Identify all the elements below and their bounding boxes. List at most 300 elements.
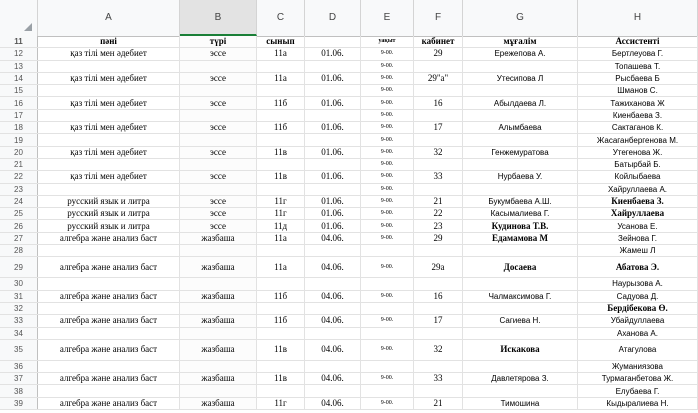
cell-teacher[interactable]: Утесипова Л (463, 73, 578, 84)
cell-room[interactable]: 32 (414, 147, 463, 158)
column-header-a[interactable]: A (38, 0, 180, 36)
cell-time[interactable]: 9-00. (361, 147, 414, 158)
cell-assistant[interactable]: Хайруллаева (578, 208, 698, 219)
table-row (0, 110, 698, 122)
cell-type[interactable]: жазбаша (180, 257, 257, 277)
table-row (0, 245, 698, 257)
header-cell-teacher[interactable]: мұғалім (463, 36, 578, 47)
row-number[interactable]: 15 (0, 85, 38, 96)
cell-date[interactable]: 04.06. (305, 257, 361, 277)
cell-class[interactable] (257, 61, 305, 72)
cell-time[interactable]: 9-00. (361, 73, 414, 84)
cell-assistant[interactable]: Садуова Д. (578, 291, 698, 302)
cell-teacher[interactable]: Чалмаксимова Г. (463, 291, 578, 302)
cell-class[interactable] (257, 110, 305, 121)
cell-date[interactable]: 04.06. (305, 291, 361, 302)
cell-room[interactable] (414, 245, 463, 256)
cell-time[interactable]: 9-00. (361, 340, 414, 360)
cell-subject[interactable] (38, 110, 180, 121)
cell-time[interactable]: 9-00. (361, 196, 414, 207)
cell-class[interactable] (257, 328, 305, 339)
table-row (0, 134, 698, 146)
cell-class[interactable]: 11б (257, 291, 305, 302)
table-row (0, 398, 698, 410)
cell-class[interactable]: 11а (257, 257, 305, 277)
cell-teacher[interactable] (463, 385, 578, 396)
column-header-e[interactable]: E (361, 0, 414, 36)
cell-assistant[interactable]: Батырбай Б. (578, 159, 698, 170)
cell-subject[interactable]: алгебра және анализ баст (38, 233, 180, 244)
header-cell-assistant[interactable]: Ассистенті (578, 36, 698, 47)
cell-teacher[interactable]: Сагиева Н. (463, 315, 578, 326)
row-number[interactable]: 11 (0, 36, 38, 47)
cell-time[interactable]: 9-00. (361, 159, 414, 170)
cell-teacher[interactable] (463, 85, 578, 96)
cell-subject[interactable] (38, 85, 180, 96)
row-number[interactable]: 22 (0, 171, 38, 182)
cell-room[interactable]: 29 (414, 48, 463, 59)
cell-subject[interactable]: алгебра және анализ баст (38, 340, 180, 360)
cell-teacher[interactable] (463, 110, 578, 121)
cell-assistant[interactable]: Жамеш Л (578, 245, 698, 256)
cell-date[interactable]: 04.06. (305, 398, 361, 409)
cell-date[interactable] (305, 110, 361, 121)
cell-subject[interactable]: қаз тілі мен әдебиет (38, 147, 180, 158)
table-row (0, 184, 698, 196)
row-number[interactable]: 31 (0, 291, 38, 302)
cell-teacher[interactable]: Тимошина (463, 398, 578, 409)
column-header-b[interactable]: B (180, 0, 257, 36)
table-row (0, 61, 698, 73)
cell-type[interactable] (180, 159, 257, 170)
cell-assistant[interactable]: Жуманиязова (578, 361, 698, 372)
cell-subject[interactable] (38, 159, 180, 170)
table-row (0, 122, 698, 134)
cell-subject[interactable] (38, 61, 180, 72)
cell-class[interactable] (257, 134, 305, 145)
cell-room[interactable]: 33 (414, 171, 463, 182)
cell-subject[interactable] (38, 328, 180, 339)
cell-subject[interactable]: қаз тілі мен әдебиет (38, 122, 180, 133)
cell-teacher[interactable] (463, 61, 578, 72)
cell-room[interactable] (414, 328, 463, 339)
cell-teacher[interactable] (463, 245, 578, 256)
cell-subject[interactable]: қаз тілі мен әдебиет (38, 171, 180, 182)
row-number[interactable]: 37 (0, 373, 38, 384)
header-cell-date[interactable] (305, 36, 361, 47)
cell-type[interactable]: жазбаша (180, 398, 257, 409)
cell-type[interactable] (180, 303, 257, 314)
row-number[interactable]: 36 (0, 361, 38, 372)
cell-date[interactable]: 04.06. (305, 340, 361, 360)
cell-class[interactable]: 11а (257, 73, 305, 84)
cell-room[interactable]: 17 (414, 122, 463, 133)
row-number[interactable]: 21 (0, 159, 38, 170)
table-row (0, 220, 698, 232)
cell-assistant[interactable]: Койлыбаева (578, 171, 698, 182)
cell-type[interactable]: жазбаша (180, 340, 257, 360)
column-header-c[interactable]: C (257, 0, 305, 36)
cell-room[interactable] (414, 184, 463, 195)
cell-room[interactable]: 32 (414, 340, 463, 360)
column-header-f[interactable]: F (414, 0, 463, 36)
row-number[interactable]: 38 (0, 385, 38, 396)
cell-room[interactable]: 16 (414, 291, 463, 302)
table-row (0, 159, 698, 171)
cell-teacher[interactable]: Касымалиева Г. (463, 208, 578, 219)
cell-assistant[interactable]: Рысбаева Б (578, 73, 698, 84)
cell-date[interactable] (305, 245, 361, 256)
table-row (0, 233, 698, 245)
cell-type[interactable]: эссе (180, 97, 257, 108)
cell-subject[interactable] (38, 278, 180, 289)
cell-teacher[interactable]: Едамамова М (463, 233, 578, 244)
header-cell-subject[interactable]: пәні (38, 36, 180, 47)
cell-assistant[interactable]: Зейнова Г. (578, 233, 698, 244)
cell-class[interactable] (257, 85, 305, 96)
cell-teacher[interactable]: Ережепова А. (463, 48, 578, 59)
cell-date[interactable]: 01.06. (305, 122, 361, 133)
cell-type[interactable]: жазбаша (180, 291, 257, 302)
cell-assistant[interactable]: Хайруллаева А. (578, 184, 698, 195)
cell-assistant[interactable]: Бердібекова Ө. (578, 303, 698, 314)
cell-teacher[interactable]: Искакова (463, 340, 578, 360)
row-number[interactable]: 25 (0, 208, 38, 219)
row-number[interactable]: 32 (0, 303, 38, 314)
cell-class[interactable]: 11б (257, 97, 305, 108)
column-header-bar (0, 0, 698, 37)
row-number[interactable]: 16 (0, 97, 38, 108)
cell-room[interactable] (414, 61, 463, 72)
table-row (0, 385, 698, 397)
cell-class[interactable] (257, 385, 305, 396)
cell-assistant[interactable]: Утегенова Ж. (578, 147, 698, 158)
cell-date[interactable] (305, 385, 361, 396)
row-number[interactable]: 26 (0, 220, 38, 231)
cell-type[interactable]: эссе (180, 48, 257, 59)
cell-subject[interactable]: алгебра және анализ баст (38, 373, 180, 384)
table-row (0, 48, 698, 60)
cell-room[interactable]: 29а (414, 257, 463, 277)
cell-room[interactable]: 29 (414, 233, 463, 244)
select-all-icon (24, 23, 32, 31)
cell-type[interactable]: эссе (180, 147, 257, 158)
row-number[interactable]: 35 (0, 340, 38, 360)
cell-type[interactable]: жазбаша (180, 373, 257, 384)
cell-subject[interactable]: алгебра және анализ баст (38, 398, 180, 409)
cell-time[interactable] (361, 245, 414, 256)
cell-assistant[interactable]: Киенбаева З. (578, 110, 698, 121)
cell-class[interactable]: 11в (257, 147, 305, 158)
cell-assistant[interactable]: Тажиханова Ж (578, 97, 698, 108)
cell-type[interactable] (180, 278, 257, 289)
cell-date[interactable] (305, 184, 361, 195)
cell-type[interactable] (180, 184, 257, 195)
cell-date[interactable]: 04.06. (305, 315, 361, 326)
row-number[interactable]: 24 (0, 196, 38, 207)
cell-teacher[interactable]: Алымбаева (463, 122, 578, 133)
cell-assistant[interactable]: Абатова Э. (578, 257, 698, 277)
row-number[interactable]: 34 (0, 328, 38, 339)
cell-assistant[interactable]: Киенбаева З. (578, 196, 698, 207)
cell-subject[interactable]: русский язык и литра (38, 196, 180, 207)
table-row (0, 278, 698, 290)
cell-time[interactable]: 9-00. (361, 48, 414, 59)
cell-subject[interactable]: қаз тілі мен әдебиет (38, 97, 180, 108)
cell-room[interactable] (414, 134, 463, 145)
table-row (0, 315, 698, 327)
table-row (0, 373, 698, 385)
cell-teacher[interactable] (463, 303, 578, 314)
cell-date[interactable] (305, 303, 361, 314)
row-number[interactable]: 19 (0, 134, 38, 145)
cell-class[interactable]: 11а (257, 233, 305, 244)
cell-assistant[interactable]: Жасаганбергенова М. (578, 134, 698, 145)
cell-type[interactable] (180, 245, 257, 256)
cell-teacher[interactable] (463, 134, 578, 145)
cell-assistant[interactable]: Бертлеуова Г. (578, 48, 698, 59)
cell-subject[interactable] (38, 184, 180, 195)
row-number[interactable]: 27 (0, 233, 38, 244)
cell-subject[interactable] (38, 303, 180, 314)
cell-time[interactable]: 9-00. (361, 257, 414, 277)
cell-date[interactable]: 01.06. (305, 73, 361, 84)
table-row (0, 85, 698, 97)
cell-room[interactable]: 16 (414, 97, 463, 108)
cell-type[interactable]: жазбаша (180, 315, 257, 326)
cell-teacher[interactable] (463, 159, 578, 170)
cell-subject[interactable] (38, 134, 180, 145)
cell-time[interactable] (361, 303, 414, 314)
header-cell-room[interactable]: кабинет (414, 36, 463, 47)
cell-teacher[interactable] (463, 184, 578, 195)
cell-assistant[interactable]: Атагулова (578, 340, 698, 360)
column-header-h[interactable]: H (578, 0, 698, 36)
cell-date[interactable]: 04.06. (305, 373, 361, 384)
cell-time[interactable]: 9-00. (361, 97, 414, 108)
cell-time[interactable]: 9-00. (361, 233, 414, 244)
cell-assistant[interactable]: Сактаганов К. (578, 122, 698, 133)
table-row (0, 340, 698, 361)
cell-date[interactable] (305, 134, 361, 145)
header-cell-class[interactable]: сынып (257, 36, 305, 47)
cell-time[interactable]: 9-00. (361, 208, 414, 219)
cell-class[interactable]: 11б (257, 315, 305, 326)
cell-time[interactable]: 9-00. (361, 220, 414, 231)
row-number[interactable]: 29 (0, 257, 38, 277)
cell-subject[interactable]: қаз тілі мен әдебиет (38, 48, 180, 59)
cell-type[interactable]: эссе (180, 73, 257, 84)
cell-type[interactable] (180, 328, 257, 339)
cell-class[interactable]: 11в (257, 171, 305, 182)
cell-teacher[interactable] (463, 278, 578, 289)
cell-room[interactable]: 22 (414, 208, 463, 219)
cell-room[interactable] (414, 85, 463, 96)
cell-date[interactable]: 01.06. (305, 171, 361, 182)
cell-room[interactable] (414, 361, 463, 372)
table-row (0, 361, 698, 373)
cell-type[interactable]: эссе (180, 208, 257, 219)
cell-room[interactable]: 17 (414, 315, 463, 326)
cell-time[interactable] (361, 278, 414, 289)
row-number[interactable]: 20 (0, 147, 38, 158)
table-row (0, 196, 698, 208)
cell-teacher[interactable]: Кудинова Т.В. (463, 220, 578, 231)
header-cell-time[interactable]: уақыт (361, 36, 414, 47)
table-row (0, 257, 698, 278)
cell-assistant[interactable]: Елубаева Г. (578, 385, 698, 396)
cell-class[interactable] (257, 245, 305, 256)
cell-type[interactable] (180, 85, 257, 96)
row-number[interactable]: 39 (0, 398, 38, 409)
cell-class[interactable] (257, 361, 305, 372)
cell-grid (0, 36, 698, 410)
cell-date[interactable]: 01.06. (305, 97, 361, 108)
cell-date[interactable]: 01.06. (305, 147, 361, 158)
cell-assistant[interactable]: Топашева Т. (578, 61, 698, 72)
cell-time[interactable]: 9-00. (361, 134, 414, 145)
cell-subject[interactable] (38, 361, 180, 372)
cell-teacher[interactable]: Давлетярова З. (463, 373, 578, 384)
cell-time[interactable]: 9-00. (361, 110, 414, 121)
cell-class[interactable] (257, 159, 305, 170)
cell-assistant[interactable]: Наурызова А. (578, 278, 698, 289)
cell-time[interactable]: 9-00. (361, 171, 414, 182)
cell-room[interactable]: 29"а" (414, 73, 463, 84)
cell-time[interactable]: 9-00. (361, 398, 414, 409)
cell-room[interactable]: 23 (414, 220, 463, 231)
table-row (0, 171, 698, 183)
cell-room[interactable] (414, 303, 463, 314)
header-row (0, 36, 698, 48)
cell-type[interactable] (180, 110, 257, 121)
cell-subject[interactable]: алгебра және анализ баст (38, 315, 180, 326)
cell-room[interactable] (414, 385, 463, 396)
cell-type[interactable]: эссе (180, 122, 257, 133)
cell-teacher[interactable]: Абылдаева Л. (463, 97, 578, 108)
cell-class[interactable] (257, 303, 305, 314)
cell-date[interactable] (305, 159, 361, 170)
table-row (0, 208, 698, 220)
cell-class[interactable]: 11г (257, 208, 305, 219)
column-header-d[interactable]: D (305, 0, 361, 36)
cell-date[interactable]: 01.06. (305, 48, 361, 59)
cell-room[interactable]: 33 (414, 373, 463, 384)
cell-date[interactable]: 04.06. (305, 233, 361, 244)
cell-time[interactable] (361, 361, 414, 372)
cell-time[interactable]: 9-00. (361, 291, 414, 302)
cell-class[interactable]: 11б (257, 122, 305, 133)
table-row (0, 147, 698, 159)
cell-type[interactable] (180, 134, 257, 145)
row-number[interactable]: 18 (0, 122, 38, 133)
cell-class[interactable]: 11г (257, 398, 305, 409)
cell-date[interactable] (305, 361, 361, 372)
cell-subject[interactable] (38, 385, 180, 396)
table-row (0, 291, 698, 303)
cell-time[interactable]: 9-00. (361, 85, 414, 96)
cell-class[interactable]: 11в (257, 373, 305, 384)
row-number[interactable]: 13 (0, 61, 38, 72)
cell-teacher[interactable]: Генжемуратова (463, 147, 578, 158)
cell-subject[interactable]: алгебра және анализ баст (38, 257, 180, 277)
row-number[interactable]: 17 (0, 110, 38, 121)
cell-subject[interactable]: қаз тілі мен әдебиет (38, 73, 180, 84)
cell-type[interactable] (180, 61, 257, 72)
cell-time[interactable]: 9-00. (361, 61, 414, 72)
cell-date[interactable]: 01.06. (305, 196, 361, 207)
cell-teacher[interactable]: Букумбаева А.Ш. (463, 196, 578, 207)
cell-subject[interactable] (38, 245, 180, 256)
cell-teacher[interactable]: Досаева (463, 257, 578, 277)
cell-teacher[interactable] (463, 328, 578, 339)
cell-room[interactable] (414, 159, 463, 170)
column-header-g[interactable]: G (463, 0, 578, 36)
cell-date[interactable]: 01.06. (305, 220, 361, 231)
cell-room[interactable] (414, 110, 463, 121)
cell-class[interactable] (257, 184, 305, 195)
cell-class[interactable] (257, 278, 305, 289)
cell-type[interactable]: жазбаша (180, 233, 257, 244)
cell-subject[interactable]: русский язык и литра (38, 220, 180, 231)
cell-time[interactable]: 9-00. (361, 373, 414, 384)
cell-type[interactable] (180, 361, 257, 372)
cell-teacher[interactable]: Нурбаева У. (463, 171, 578, 182)
header-cell-type[interactable]: түрі (180, 36, 257, 47)
cell-subject[interactable]: алгебра және анализ баст (38, 291, 180, 302)
cell-date[interactable] (305, 85, 361, 96)
cell-class[interactable]: 11а (257, 48, 305, 59)
cell-assistant[interactable]: Усанова Е. (578, 220, 698, 231)
cell-time[interactable] (361, 385, 414, 396)
select-all-corner[interactable] (0, 0, 38, 36)
cell-type[interactable]: эссе (180, 220, 257, 231)
row-number[interactable]: 33 (0, 315, 38, 326)
cell-time[interactable]: 9-00. (361, 122, 414, 133)
table-row (0, 328, 698, 340)
cell-room[interactable]: 21 (414, 196, 463, 207)
cell-time[interactable]: 9-00. (361, 315, 414, 326)
cell-date[interactable] (305, 61, 361, 72)
row-number[interactable]: 28 (0, 245, 38, 256)
cell-type[interactable]: эссе (180, 171, 257, 182)
cell-room[interactable]: 21 (414, 398, 463, 409)
cell-time[interactable]: 9-00. (361, 184, 414, 195)
row-number[interactable]: 12 (0, 48, 38, 59)
row-number[interactable]: 14 (0, 73, 38, 84)
cell-assistant[interactable]: Шманов С. (578, 85, 698, 96)
cell-time[interactable] (361, 328, 414, 339)
cell-class[interactable]: 11г (257, 196, 305, 207)
cell-class[interactable]: 11в (257, 340, 305, 360)
cell-assistant[interactable]: Турмаганбетова Ж. (578, 373, 698, 384)
cell-class[interactable]: 11д (257, 220, 305, 231)
cell-date[interactable] (305, 278, 361, 289)
table-row (0, 97, 698, 109)
cell-type[interactable]: эссе (180, 196, 257, 207)
cell-assistant[interactable]: Аханова А. (578, 328, 698, 339)
row-number[interactable]: 30 (0, 278, 38, 289)
row-number[interactable]: 23 (0, 184, 38, 195)
cell-date[interactable]: 01.06. (305, 208, 361, 219)
cell-teacher[interactable] (463, 361, 578, 372)
cell-room[interactable] (414, 278, 463, 289)
cell-date[interactable] (305, 328, 361, 339)
cell-type[interactable] (180, 385, 257, 396)
cell-subject[interactable]: русский язык и литра (38, 208, 180, 219)
cell-assistant[interactable]: Кыдыралиева Н. (578, 398, 698, 409)
cell-assistant[interactable]: Убайдуллаева (578, 315, 698, 326)
